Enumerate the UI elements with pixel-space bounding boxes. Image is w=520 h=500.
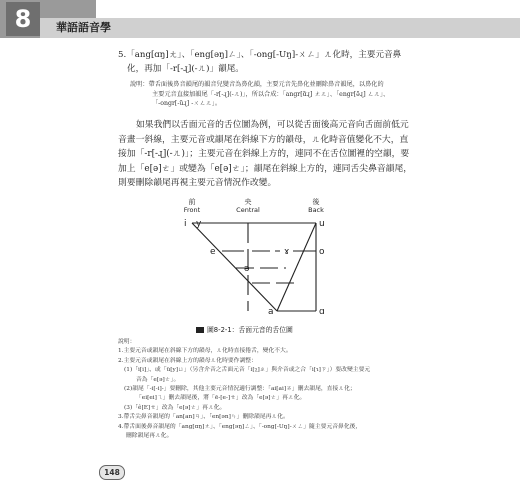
vowel-a-back: ɑ <box>319 307 325 317</box>
body-paragraph <box>118 118 436 191</box>
note-line-1: 說明：帶舌面後鼻音韻尾的韻音兒變音為鼻化韻，主要元音先鼻化並刪除鼻音韻尾，以鼻化的 <box>130 81 384 88</box>
explanation-line: 4.帶舌面後鼻音韻尾的「ang[ɑŋ]ㄤ」、「eng[əŋ]ㄥ」、「-ong[-Uŋ]-ㄨㄥ」隨主要元音鼻化後， <box>118 423 362 430</box>
back-label-zh: 後 <box>312 198 320 206</box>
explanation-line: 刪除韻尾再ㄦ化。 <box>126 433 173 440</box>
caption-marker <box>196 327 204 333</box>
body-line-2: 音畫一斜線，主要元音或韻尾在斜線下方的韻母，ㄦ化時音值變化不大，直 <box>118 134 409 145</box>
diagonal-line <box>277 223 316 311</box>
vowel-a-front: a <box>268 307 274 317</box>
explanation-line: 1.主要元音或韻尾在斜線下方的韻母，ㄦ化時直接捲舌，變化不大。 <box>118 348 292 355</box>
body-line-5: 則要刪除韻尾再視主要元音情況作改變。 <box>118 178 277 188</box>
running-title: 華語語音學 <box>56 21 111 34</box>
item-5-line-2: 化，再加「-r[-ɻ](-ㄦ)」韻尾。 <box>127 63 244 74</box>
explanation-line: 2.主要元音或韻尾在斜線上方的韻母ㄦ化時要作調整： <box>118 357 257 364</box>
explanation-line: 3.帶舌尖鼻音韻尾的「an[an]ㄢ」、「en[ən]ㄣ」刪除韻尾再ㄦ化。 <box>118 414 289 421</box>
item-5 <box>118 49 436 76</box>
vowel-u: u <box>319 219 325 229</box>
central-label-zh: 央 <box>244 198 252 206</box>
explanation-line: 「ei[ei]ㄟ」刪去韻尾後，將「ē-[e-]ㄝ」改為「e[ə]ㄜ」再ㄦ化。 <box>136 395 306 402</box>
vowel-gamma: ɤ <box>284 247 290 257</box>
vowel-quadrilateral <box>150 195 360 318</box>
note-block <box>130 80 430 109</box>
explanation-line: (1)「i[i]」、或「ü[y]ㄩ」（另含介音之舌面元音「i[ʅ]ㄓ」與介音或之合「i[ɿ]ㄗ」）要改變主要元 <box>124 367 371 374</box>
chapter-number: 8 <box>6 2 40 36</box>
header-bar <box>40 18 520 38</box>
explanation-line: (2)韻尾「-i[-i]-」要刪除，其他主要元音情況適行調整：「ai[ai]ㄞ」刪去韻尾，直接ㄦ化； <box>124 386 356 393</box>
body-line-4: 加上「e[ə]ㄜ」或變為「e[ə]ㄜ」；韻尾在斜線上方的，連同舌尖鼻音韻尾， <box>118 163 413 174</box>
page-number: 148 <box>99 465 125 480</box>
body-line-3: 接加「-r[-ɻ](-ㄦ)」；主要元音在斜線上方的，連同不在舌位圖裡的空韻，要 <box>118 149 410 159</box>
note-line-2: 主要元音直接加韻尾「-r[-ɻ](-ㄦ)」，所以合成：「angr[ɑ̃ɻ] ㄤㄦ」、「engr[ə̃ɻ] ㄥㄦ」、 <box>152 90 390 98</box>
vowel-e: e <box>210 247 216 257</box>
vowel-o: o <box>319 247 325 257</box>
note-line-3: 「-ongr[-ũɻ] -ㄨㄥㄦ」。 <box>152 100 222 107</box>
central-label-en: Central <box>236 206 260 214</box>
front-label-zh: 前 <box>188 198 196 206</box>
front-edge <box>192 223 277 311</box>
vowel-y: y <box>196 219 202 229</box>
front-label-en: Front <box>183 206 201 214</box>
body-line-1: 如果我們以舌面元音的舌位圖為例，可以從舌面後高元音向舌面前低元 <box>136 120 409 130</box>
figure-caption <box>196 324 293 334</box>
explanation-line: (3)「ê[E]ㄝ」改為「e[ə]ㄜ」再ㄦ化。 <box>124 404 226 411</box>
explanation-block <box>118 338 436 441</box>
explanation-title: 說明： <box>118 339 136 345</box>
vowel-i: i <box>184 219 187 229</box>
caption-text: 圖8-2-1：舌面元音的舌位圖 <box>207 326 293 334</box>
item-5-line-1: 5.「ang[ɑŋ]ㄤ」、「eng[əŋ]ㄥ」、「-ong[-Uŋ]-ㄨㄥ」ㄦ化時，主要元音鼻 <box>118 50 402 60</box>
vowel-schwa: ə <box>244 264 250 274</box>
explanation-line: 音為「e[ə]ㄜ」。 <box>136 376 180 383</box>
back-label-en: Back <box>308 206 324 214</box>
